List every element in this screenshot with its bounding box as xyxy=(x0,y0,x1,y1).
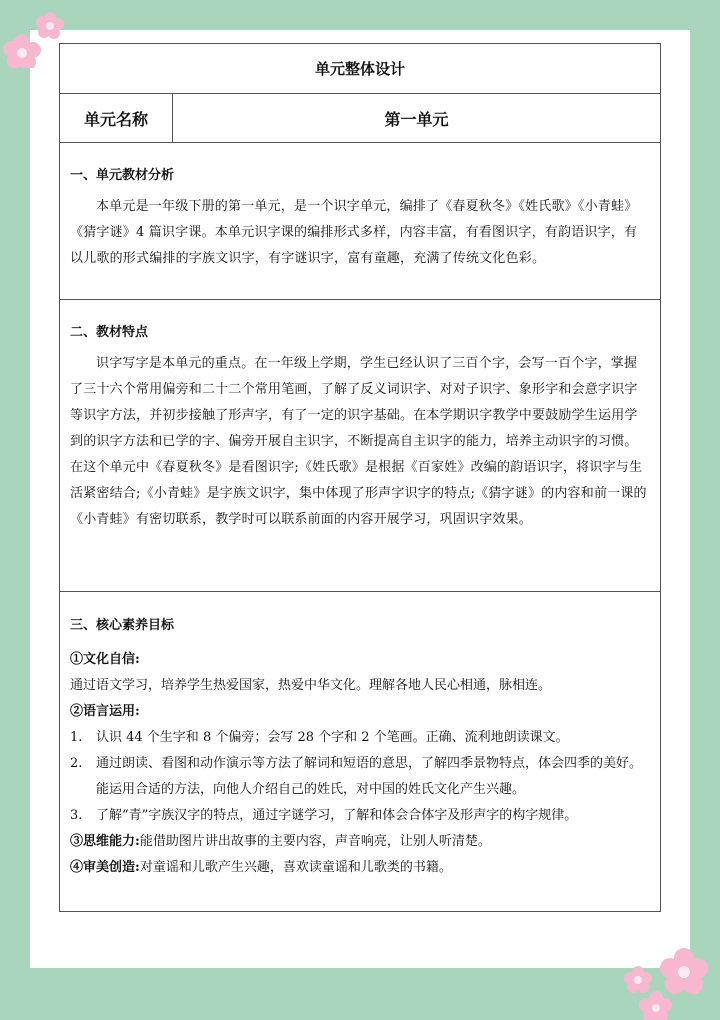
list-item-number: 3. xyxy=(70,808,83,823)
section-heading: 二、教材特点 xyxy=(70,325,149,340)
goal-cultural-confidence-heading: ①文化自信: xyxy=(70,652,140,667)
goal-aesthetic-creation-text: 对童谣和儿歌产生兴趣，喜欢读童谣和儿歌类的书籍。 xyxy=(139,860,452,875)
section-paragraph: 识字写字是本单元的重点。在一年级上学期，学生已经认识了三百个字，会写一百个字，掌握了三十六个常用偏旁和二十二个常用笔画，了解了反义词识字、对对子识字、象形字和会意字识字等识字方法，并初步接触了形声字，有了一定的识字基础。在本学期识字教学中要鼓励学生运用学到的识字方法和已学的字、偏旁开展自主识字，不断提高自主识字的能力，培养主动识字的习惯。在这个单元中《春夏秋冬》是看图识字;《姓氏歌》是根据《百家姓》改编的韵语识字，将识字与生活紧密结合;《小青蛙》是字族文识字，集中体现了形声字识字的特点;《猜字谜》的内容和前一课的《小青蛙》有密切联系，教学时可以联系前面的内容开展学习，巩固识字效果。 xyxy=(70,356,647,527)
unit-name-label: 单元名称 xyxy=(60,94,173,142)
list-item-text: 了解“青”字族汉字的特点，通过字谜学习，了解和体会合体字及形声字的构字规律。 xyxy=(96,808,578,823)
table-title-row xyxy=(60,44,660,94)
section-material-analysis xyxy=(60,143,660,300)
goal-thinking-ability-heading: ③思维能力: xyxy=(70,834,140,849)
goal-thinking-ability xyxy=(70,829,650,855)
goal-cultural-confidence-text: 通过语文学习，培养学生热爱国家，热爱中华文化。理解各地人民心相通，脉相连。 xyxy=(70,678,552,693)
list-item-text: 通过朗读、看图和动作演示等方法了解词和短语的意思，了解四季景物特点，体会四季的美好。能运用合适的方法，向他人介绍自己的姓氏，对中国的姓氏文化产生兴趣。 xyxy=(96,756,643,797)
section-heading: 三、核心素养目标 xyxy=(70,618,175,633)
unit-name-row xyxy=(60,94,660,143)
list-item-number: 2. xyxy=(70,756,83,771)
section-core-literacy-goals xyxy=(60,592,660,911)
section-heading: 一、单元教材分析 xyxy=(70,168,175,183)
goal-thinking-ability-text: 能借助图片讲出故事的主要内容，声音响亮，让别人听清楚。 xyxy=(139,834,491,849)
list-item xyxy=(70,725,650,751)
section-material-features xyxy=(60,300,660,592)
unit-design-table xyxy=(59,43,661,912)
list-item-text: 认识 44 个生字和 8 个偏旁；会写 28 个字和 2 个笔画。正确、流利地朗读课文。 xyxy=(96,730,569,745)
list-item xyxy=(70,751,650,803)
section-paragraph: 本单元是一年级下册的第一单元，是一个识字单元，编排了《春夏秋冬》《姓氏歌》《小青蛙》《猜字谜》4 篇识字课。本单元识字课的编排形式多样，内容丰富，有看图识字，有韵语识字，有以儿歌的形式编排的字族文识字，有字谜识字，富有童趣，充满了传统文化色彩。 xyxy=(70,199,638,266)
list-item xyxy=(70,803,650,829)
goal-aesthetic-creation-heading: ④审美创造: xyxy=(70,860,140,875)
list-item-number: 1. xyxy=(70,730,83,745)
goal-aesthetic-creation xyxy=(70,855,650,881)
flower-decoration-bottom-right xyxy=(618,944,718,1020)
document-title: 单元整体设计 xyxy=(314,60,405,78)
goal-language-use-heading: ②语言运用: xyxy=(70,704,140,719)
unit-name-value: 第一单元 xyxy=(384,109,449,129)
